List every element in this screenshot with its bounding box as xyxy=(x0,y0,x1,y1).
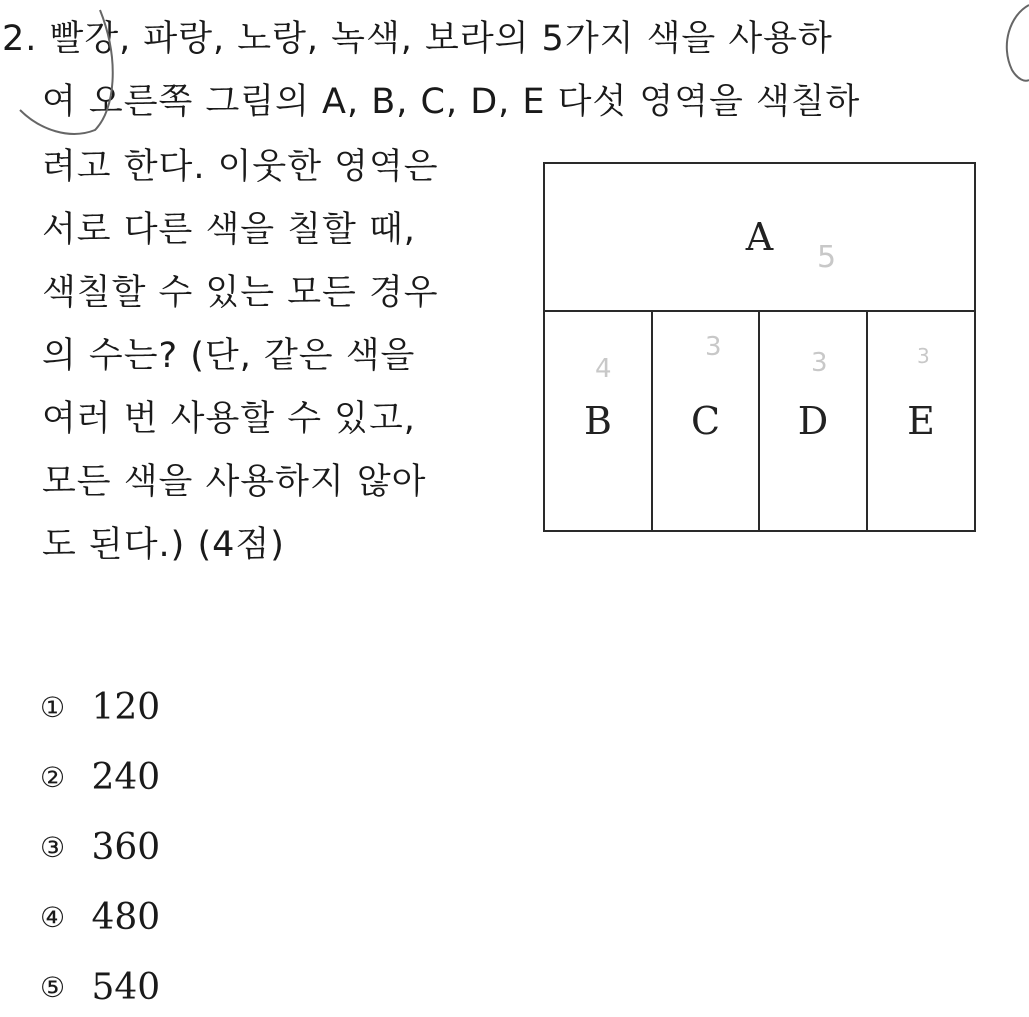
answer-choice-1[interactable] xyxy=(40,687,161,728)
answer-choice-5[interactable] xyxy=(40,967,161,1008)
region-b xyxy=(545,312,653,530)
question-line: 서로 다른 색을 칠할 때, xyxy=(42,210,416,250)
answer-choice-3[interactable] xyxy=(40,827,161,868)
question-line: 모든 색을 사용하지 않아 xyxy=(42,462,427,502)
question-line: 2. 빨강, 파랑, 노랑, 녹색, 보라의 5가지 색을 사용하 xyxy=(2,19,833,59)
pencil-mark-c: 3 xyxy=(705,332,722,362)
choice-value: 480 xyxy=(91,897,161,938)
choice-number: ① xyxy=(40,691,66,724)
question-line: 도 된다.) (4점) xyxy=(42,525,285,565)
answer-choice-2[interactable] xyxy=(40,757,161,798)
region-b-label: B xyxy=(584,399,612,443)
choice-value: 360 xyxy=(91,827,161,868)
region-a xyxy=(545,164,974,312)
pencil-mark-d: 3 xyxy=(811,348,828,378)
pencil-mark-b: 4 xyxy=(595,354,612,384)
choice-value: 540 xyxy=(91,967,161,1008)
choice-number: ④ xyxy=(40,901,66,934)
region-d xyxy=(760,312,868,530)
region-a-label: A xyxy=(745,215,774,259)
pencil-mark-a: 5 xyxy=(817,240,837,275)
question-line: 색칠할 수 있는 모든 경우 xyxy=(42,273,439,313)
question-line: 의 수는? (단, 같은 색을 xyxy=(42,336,416,376)
region-c-label: C xyxy=(690,399,721,443)
region-d-label: D xyxy=(797,399,829,443)
pencil-mark-e: 3 xyxy=(917,344,930,368)
region-diagram xyxy=(543,162,976,532)
choice-value: 240 xyxy=(91,757,161,798)
choice-number: ③ xyxy=(40,831,66,864)
question-line: 여 오른쪽 그림의 A, B, C, D, E 다섯 영역을 색칠하 xyxy=(42,82,861,122)
region-e-label: E xyxy=(907,399,935,443)
choice-number: ⑤ xyxy=(40,971,66,1004)
choice-value: 120 xyxy=(91,687,161,728)
answer-choice-4[interactable] xyxy=(40,897,161,938)
question-line: 려고 한다. 이웃한 영역은 xyxy=(42,147,439,187)
choice-number: ② xyxy=(40,761,66,794)
question-line: 여러 번 사용할 수 있고, xyxy=(42,399,416,439)
